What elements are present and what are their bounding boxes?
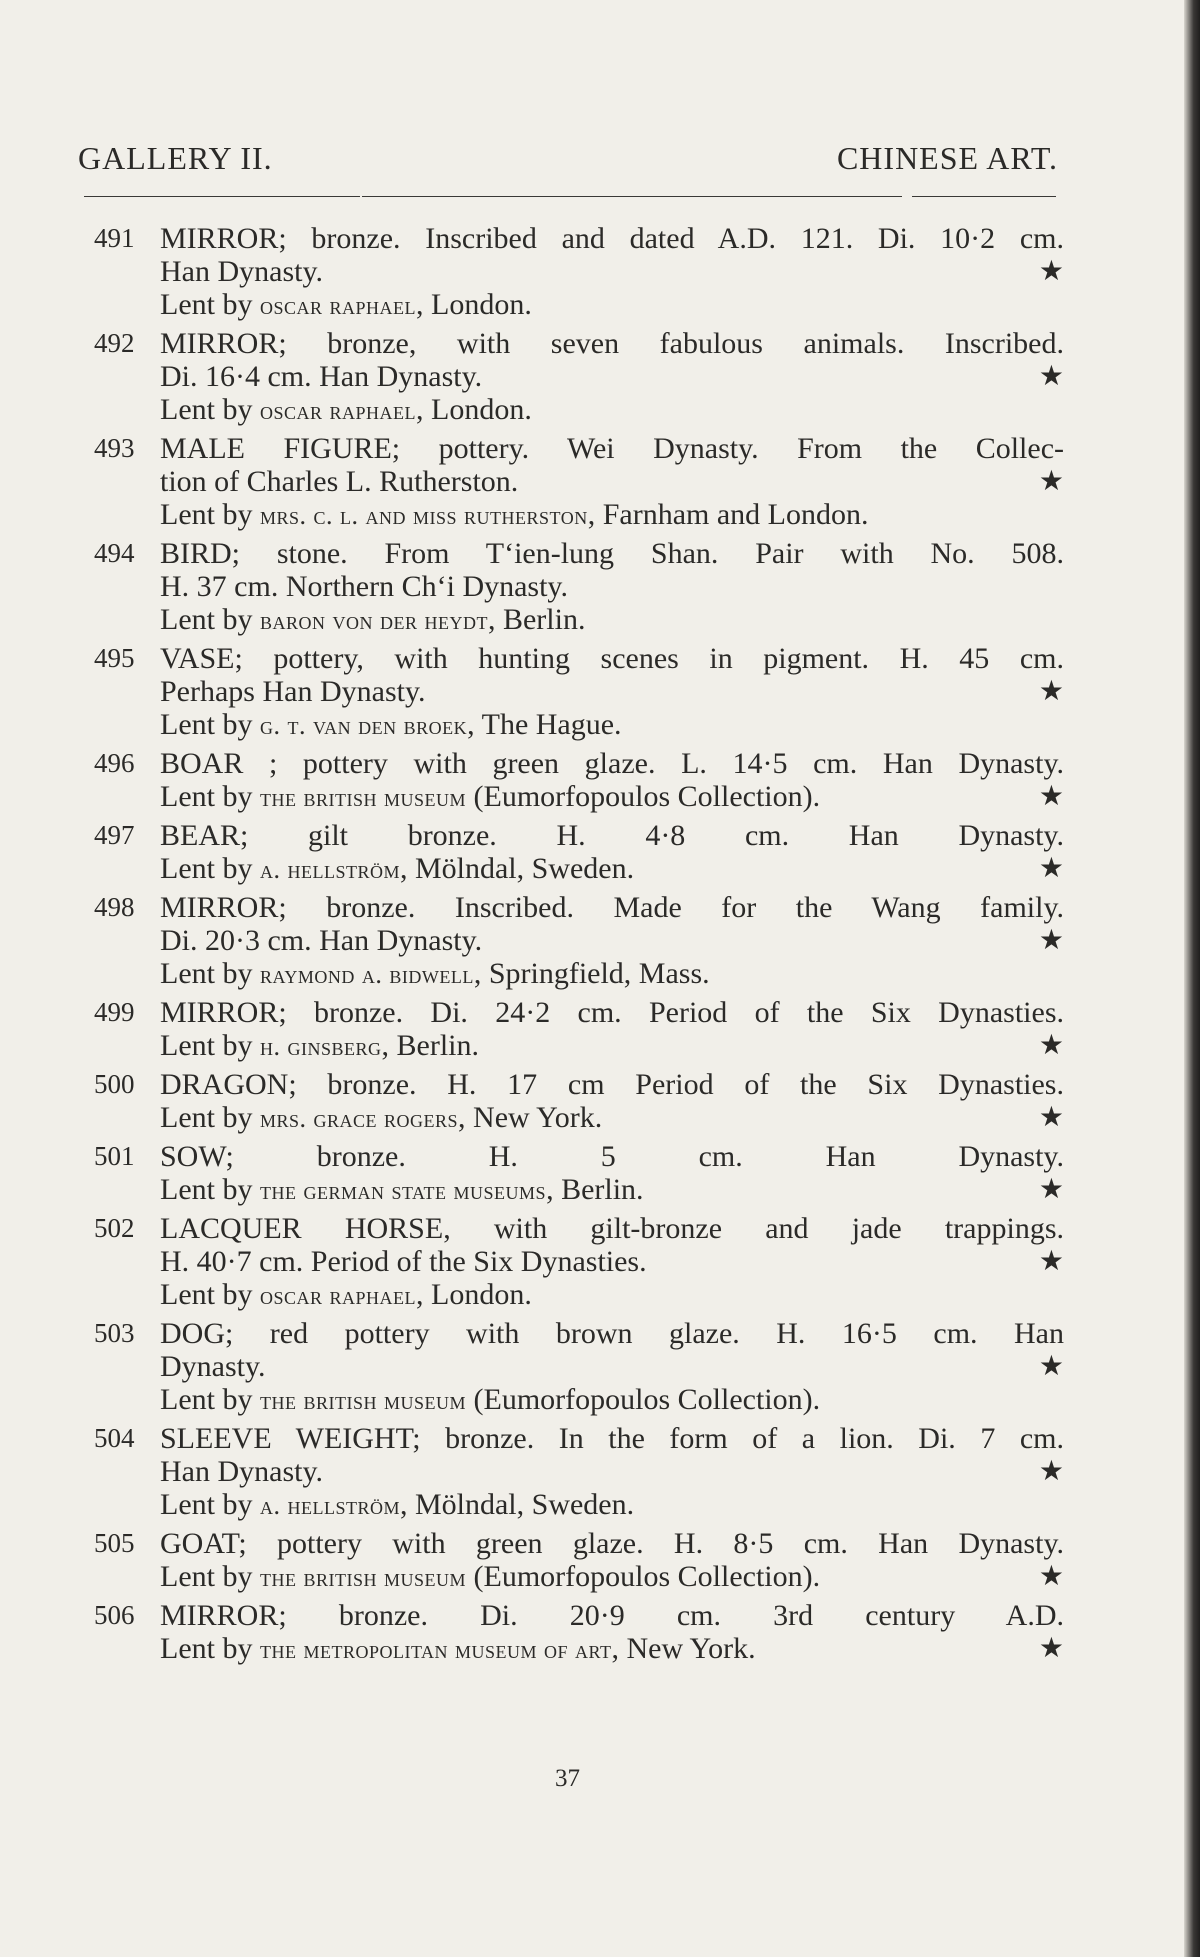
catalogue-entry (94, 327, 1064, 427)
entry-number: 492 (94, 328, 135, 358)
entry-lender-line (160, 288, 1064, 322)
entry-detail: Han Dynasty. (160, 255, 324, 288)
entry-body (160, 891, 1064, 991)
lent-by-label: Lent by (160, 1029, 260, 1062)
entry-number: 505 (94, 1528, 135, 1558)
entry-lender-line (160, 1278, 1064, 1312)
entry-body (160, 1140, 1064, 1207)
star-icon: ★ (1038, 1351, 1064, 1382)
lender-location: , Springfield, Mass. (473, 957, 710, 990)
lender-name: h. ginsberg (259, 1032, 382, 1061)
entry-detail: Dynasty. (160, 1350, 266, 1383)
lender-name: oscar raphael (259, 1281, 417, 1310)
lender-location: , London. (416, 1278, 532, 1311)
entry-title-line (160, 1068, 1064, 1101)
entry-detail-line (160, 255, 1064, 288)
entry-number: 497 (94, 820, 135, 850)
entry-lender-line (160, 708, 1064, 742)
lender-location: , Berlin. (546, 1173, 644, 1206)
star-icon: ★ (1038, 1246, 1064, 1277)
lender-location: , Berlin. (487, 603, 586, 636)
entry-detail-line (160, 675, 1064, 708)
lent-by-label: Lent by (160, 852, 260, 885)
entry-title-line (160, 747, 1064, 780)
entry-lender-line (160, 1029, 1064, 1063)
catalogue-entry (94, 537, 1064, 637)
header-rule-right (912, 196, 1056, 197)
lent-by-label: Lent by (160, 1488, 260, 1521)
entry-description: SOW; bronze. H. 5 cm. Han Dynasty. (160, 1140, 1064, 1173)
entry-detail: Di. 20·3 cm. Han Dynasty. (160, 924, 483, 957)
entry-lender-line (160, 393, 1064, 427)
lender-name: mrs. c. l. and miss rutherston (259, 501, 588, 530)
entry-number: 496 (94, 748, 135, 778)
lent-by-label: Lent by (160, 603, 260, 636)
lent-by-label: Lent by (160, 708, 260, 741)
catalogue-entry (94, 1140, 1064, 1207)
entry-detail: Perhaps Han Dynasty. (160, 675, 426, 708)
entry-body (160, 819, 1064, 886)
lent-by-label: Lent by (160, 1560, 260, 1593)
entry-body (160, 1212, 1064, 1312)
lent-by-label: Lent by (160, 393, 260, 426)
entry-lender-line (160, 1101, 1064, 1135)
entry-body (160, 222, 1064, 322)
catalogue-entry (94, 891, 1064, 991)
lent-by-label: Lent by (160, 288, 260, 321)
entry-detail: H. 37 cm. Northern Ch‘i Dynasty. (160, 570, 568, 603)
entry-detail: H. 40·7 cm. Period of the Six Dynasties. (160, 1245, 647, 1278)
entry-description: MIRROR; bronze. Inscribed. Made for the Wang family. (160, 891, 1064, 924)
lent-by-label: Lent by (160, 957, 260, 990)
catalogue-entry (94, 222, 1064, 322)
entry-lender-line (160, 1488, 1064, 1522)
entry-body (160, 642, 1064, 742)
lender-name: oscar raphael (259, 396, 417, 425)
entry-number: 502 (94, 1213, 135, 1243)
catalogue-entry (94, 642, 1064, 742)
entry-description: MIRROR; bronze. Inscribed and dated A.D. 121. Di. 10·2 cm. (160, 222, 1064, 255)
entry-detail-line (160, 1245, 1064, 1278)
page-number: 37 (555, 1765, 580, 1792)
star-icon: ★ (1038, 256, 1064, 287)
catalogue-entry (94, 819, 1064, 886)
entry-detail-line (160, 360, 1064, 393)
entry-body (160, 1068, 1064, 1135)
entry-lender-line (160, 1632, 1064, 1666)
lender-location: , Berlin. (381, 1029, 479, 1062)
entry-body (160, 327, 1064, 427)
lender-location: (Eumorfopoulos Collection). (466, 780, 821, 813)
entry-number: 495 (94, 643, 135, 673)
lender-name: raymond a. bidwell (259, 960, 474, 989)
entry-title-line (160, 891, 1064, 924)
lent-by-label: Lent by (160, 498, 260, 531)
lender-location: , Mölndal, Sweden. (399, 1488, 635, 1521)
star-icon: ★ (1038, 1030, 1064, 1061)
entry-number: 499 (94, 997, 135, 1027)
catalogue-entry (94, 1599, 1064, 1666)
entry-description: MIRROR; bronze, with seven fabulous animals. Inscribed. (160, 327, 1064, 360)
running-head-right: CHINESE ART. (836, 140, 1058, 176)
entry-description: BOAR ; pottery with green glaze. L. 14·5 cm. Han Dynasty. (160, 747, 1064, 780)
entry-number: 494 (94, 538, 135, 568)
entry-description: DOG; red pottery with brown glaze. H. 16·5 cm. Han (160, 1317, 1064, 1350)
catalogue-entry (94, 1317, 1064, 1417)
star-icon: ★ (1038, 1174, 1064, 1205)
lender-name: the british museum (259, 783, 466, 812)
catalogue-entry (94, 1212, 1064, 1312)
star-icon: ★ (1038, 676, 1064, 707)
entry-detail-line (160, 1350, 1064, 1383)
entry-body (160, 1599, 1064, 1666)
entry-detail-line (160, 570, 1064, 603)
entry-title-line (160, 1317, 1064, 1350)
lender-location: , Mölndal, Sweden. (399, 852, 635, 885)
entry-number: 504 (94, 1423, 135, 1453)
header-rule-left (84, 196, 360, 197)
entry-number: 491 (94, 223, 135, 253)
entry-title-line (160, 432, 1064, 465)
catalogue-entry (94, 996, 1064, 1063)
star-icon: ★ (1038, 361, 1064, 392)
lender-location: , New York. (611, 1632, 756, 1665)
lender-location: , The Hague. (467, 708, 622, 741)
entry-description: BIRD; stone. From T‘ien-lung Shan. Pair with No. 508. (160, 537, 1064, 570)
entry-body (160, 1422, 1064, 1522)
lender-location: (Eumorfopoulos Collection). (466, 1560, 821, 1593)
star-icon: ★ (1038, 853, 1064, 884)
entry-lender-line (160, 780, 1064, 814)
lender-name: baron von der heydt (259, 606, 488, 635)
entry-title-line (160, 1212, 1064, 1245)
entry-lender-line (160, 957, 1064, 991)
page-edge-shadow (1184, 0, 1200, 1957)
star-icon: ★ (1038, 1561, 1064, 1592)
entry-number: 500 (94, 1069, 135, 1099)
entry-lender-line (160, 603, 1064, 637)
lender-name: g. t. van den broek (259, 711, 468, 740)
entry-body (160, 1527, 1064, 1594)
entry-body (160, 996, 1064, 1063)
entry-detail-line (160, 465, 1064, 498)
lender-name: the british museum (259, 1563, 466, 1592)
entry-body (160, 537, 1064, 637)
entry-description: SLEEVE WEIGHT; bronze. In the form of a lion. Di. 7 cm. (160, 1422, 1064, 1455)
catalogue-entry (94, 1422, 1064, 1522)
star-icon: ★ (1038, 1633, 1064, 1664)
entry-body (160, 1317, 1064, 1417)
star-icon: ★ (1038, 466, 1064, 497)
lent-by-label: Lent by (160, 1101, 260, 1134)
lender-location: , London. (416, 393, 532, 426)
star-icon: ★ (1038, 1102, 1064, 1133)
entry-title-line (160, 1527, 1064, 1560)
entry-title-line (160, 222, 1064, 255)
entry-title-line (160, 1599, 1064, 1632)
catalogue-entry (94, 432, 1064, 532)
entry-description: BEAR; gilt bronze. H. 4·8 cm. Han Dynasty. (160, 819, 1064, 852)
entry-title-line (160, 996, 1064, 1029)
star-icon: ★ (1038, 781, 1064, 812)
entry-lender-line (160, 498, 1064, 532)
entry-description: MALE FIGURE; pottery. Wei Dynasty. From the Collec- (160, 432, 1064, 465)
entry-description: GOAT; pottery with green glaze. H. 8·5 cm. Han Dynasty. (160, 1527, 1064, 1560)
star-icon: ★ (1038, 925, 1064, 956)
lent-by-label: Lent by (160, 1632, 260, 1665)
entry-title-line (160, 537, 1064, 570)
lender-location: , Farnham and London. (587, 498, 869, 531)
lender-name: a. hellström (259, 1491, 400, 1520)
star-icon: ★ (1038, 1456, 1064, 1487)
entry-description: LACQUER HORSE, with gilt-bronze and jade trappings. (160, 1212, 1064, 1245)
entry-description: DRAGON; bronze. H. 17 cm Period of the Six Dynasties. (160, 1068, 1064, 1101)
running-head-left: GALLERY II. (78, 140, 273, 176)
entry-title-line (160, 1140, 1064, 1173)
running-head (78, 140, 1058, 177)
entry-detail: Di. 16·4 cm. Han Dynasty. (160, 360, 483, 393)
lender-name: the metropolitan museum of art (259, 1635, 612, 1664)
entry-detail-line (160, 924, 1064, 957)
lent-by-label: Lent by (160, 1278, 260, 1311)
lender-location: (Eumorfopoulos Collection). (466, 1383, 821, 1416)
lender-name: the british museum (259, 1386, 466, 1415)
header-rule-middle (362, 196, 902, 197)
lent-by-label: Lent by (160, 780, 260, 813)
entry-lender-line (160, 1560, 1064, 1594)
lender-name: the german state museums (259, 1176, 547, 1205)
entry-description: MIRROR; bronze. Di. 20·9 cm. 3rd century A.D. (160, 1599, 1064, 1632)
catalogue-entries (94, 222, 1064, 1671)
entry-description: VASE; pottery, with hunting scenes in pigment. H. 45 cm. (160, 642, 1064, 675)
lender-location: , London. (416, 288, 532, 321)
lent-by-label: Lent by (160, 1383, 260, 1416)
lender-name: oscar raphael (259, 291, 417, 320)
entry-detail-line (160, 1455, 1064, 1488)
lent-by-label: Lent by (160, 1173, 260, 1206)
entry-lender-line (160, 852, 1064, 886)
entry-title-line (160, 1422, 1064, 1455)
entry-description: MIRROR; bronze. Di. 24·2 cm. Period of the Six Dynasties. (160, 996, 1064, 1029)
catalogue-entry (94, 1068, 1064, 1135)
lender-name: mrs. grace rogers (259, 1104, 459, 1133)
entry-body (160, 432, 1064, 532)
catalogue-entry (94, 1527, 1064, 1594)
entry-detail: tion of Charles L. Rutherston. (160, 465, 519, 498)
entry-title-line (160, 327, 1064, 360)
catalogue-entry (94, 747, 1064, 814)
entry-number: 501 (94, 1141, 135, 1171)
entry-number: 503 (94, 1318, 135, 1348)
entry-title-line (160, 819, 1064, 852)
entry-title-line (160, 642, 1064, 675)
entry-number: 498 (94, 892, 135, 922)
lender-location: , New York. (458, 1101, 603, 1134)
lender-name: a. hellström (259, 855, 400, 884)
entry-lender-line (160, 1173, 1064, 1207)
entry-number: 493 (94, 433, 135, 463)
entry-number: 506 (94, 1600, 135, 1630)
entry-lender-line (160, 1383, 1064, 1417)
entry-body (160, 747, 1064, 814)
entry-detail: Han Dynasty. (160, 1455, 324, 1488)
